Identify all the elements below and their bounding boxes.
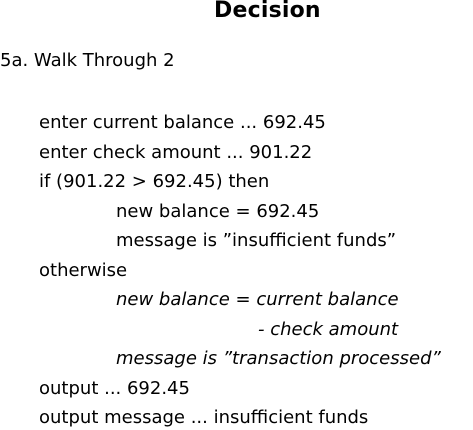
pseudocode-line-new-balance: new balance = 692.45 (116, 201, 320, 222)
pseudocode-line-enter-balance: enter current balance ... 692.45 (39, 112, 326, 133)
pseudocode-line-minus-check: - check amount (258, 319, 399, 340)
section-heading: 5a. Walk Through 2 (0, 50, 175, 71)
slide-title: Decision (214, 0, 321, 23)
pseudocode-line-message-processed: message is ”transaction processed” (116, 348, 441, 369)
pseudocode-line-output-message: output message ... insufficient funds (39, 407, 369, 428)
pseudocode-line-enter-check: enter check amount ... 901.22 (39, 142, 313, 163)
pseudocode-line-otherwise: otherwise (39, 260, 128, 281)
pseudocode-line-new-balance-formula: new balance = current balance (116, 289, 399, 310)
pseudocode-line-output-balance: output ... 692.45 (39, 378, 190, 399)
pseudocode-line-message-insufficient: message is ”insufficient funds” (116, 230, 397, 251)
pseudocode-line-if: if (901.22 > 692.45) then (39, 171, 270, 192)
